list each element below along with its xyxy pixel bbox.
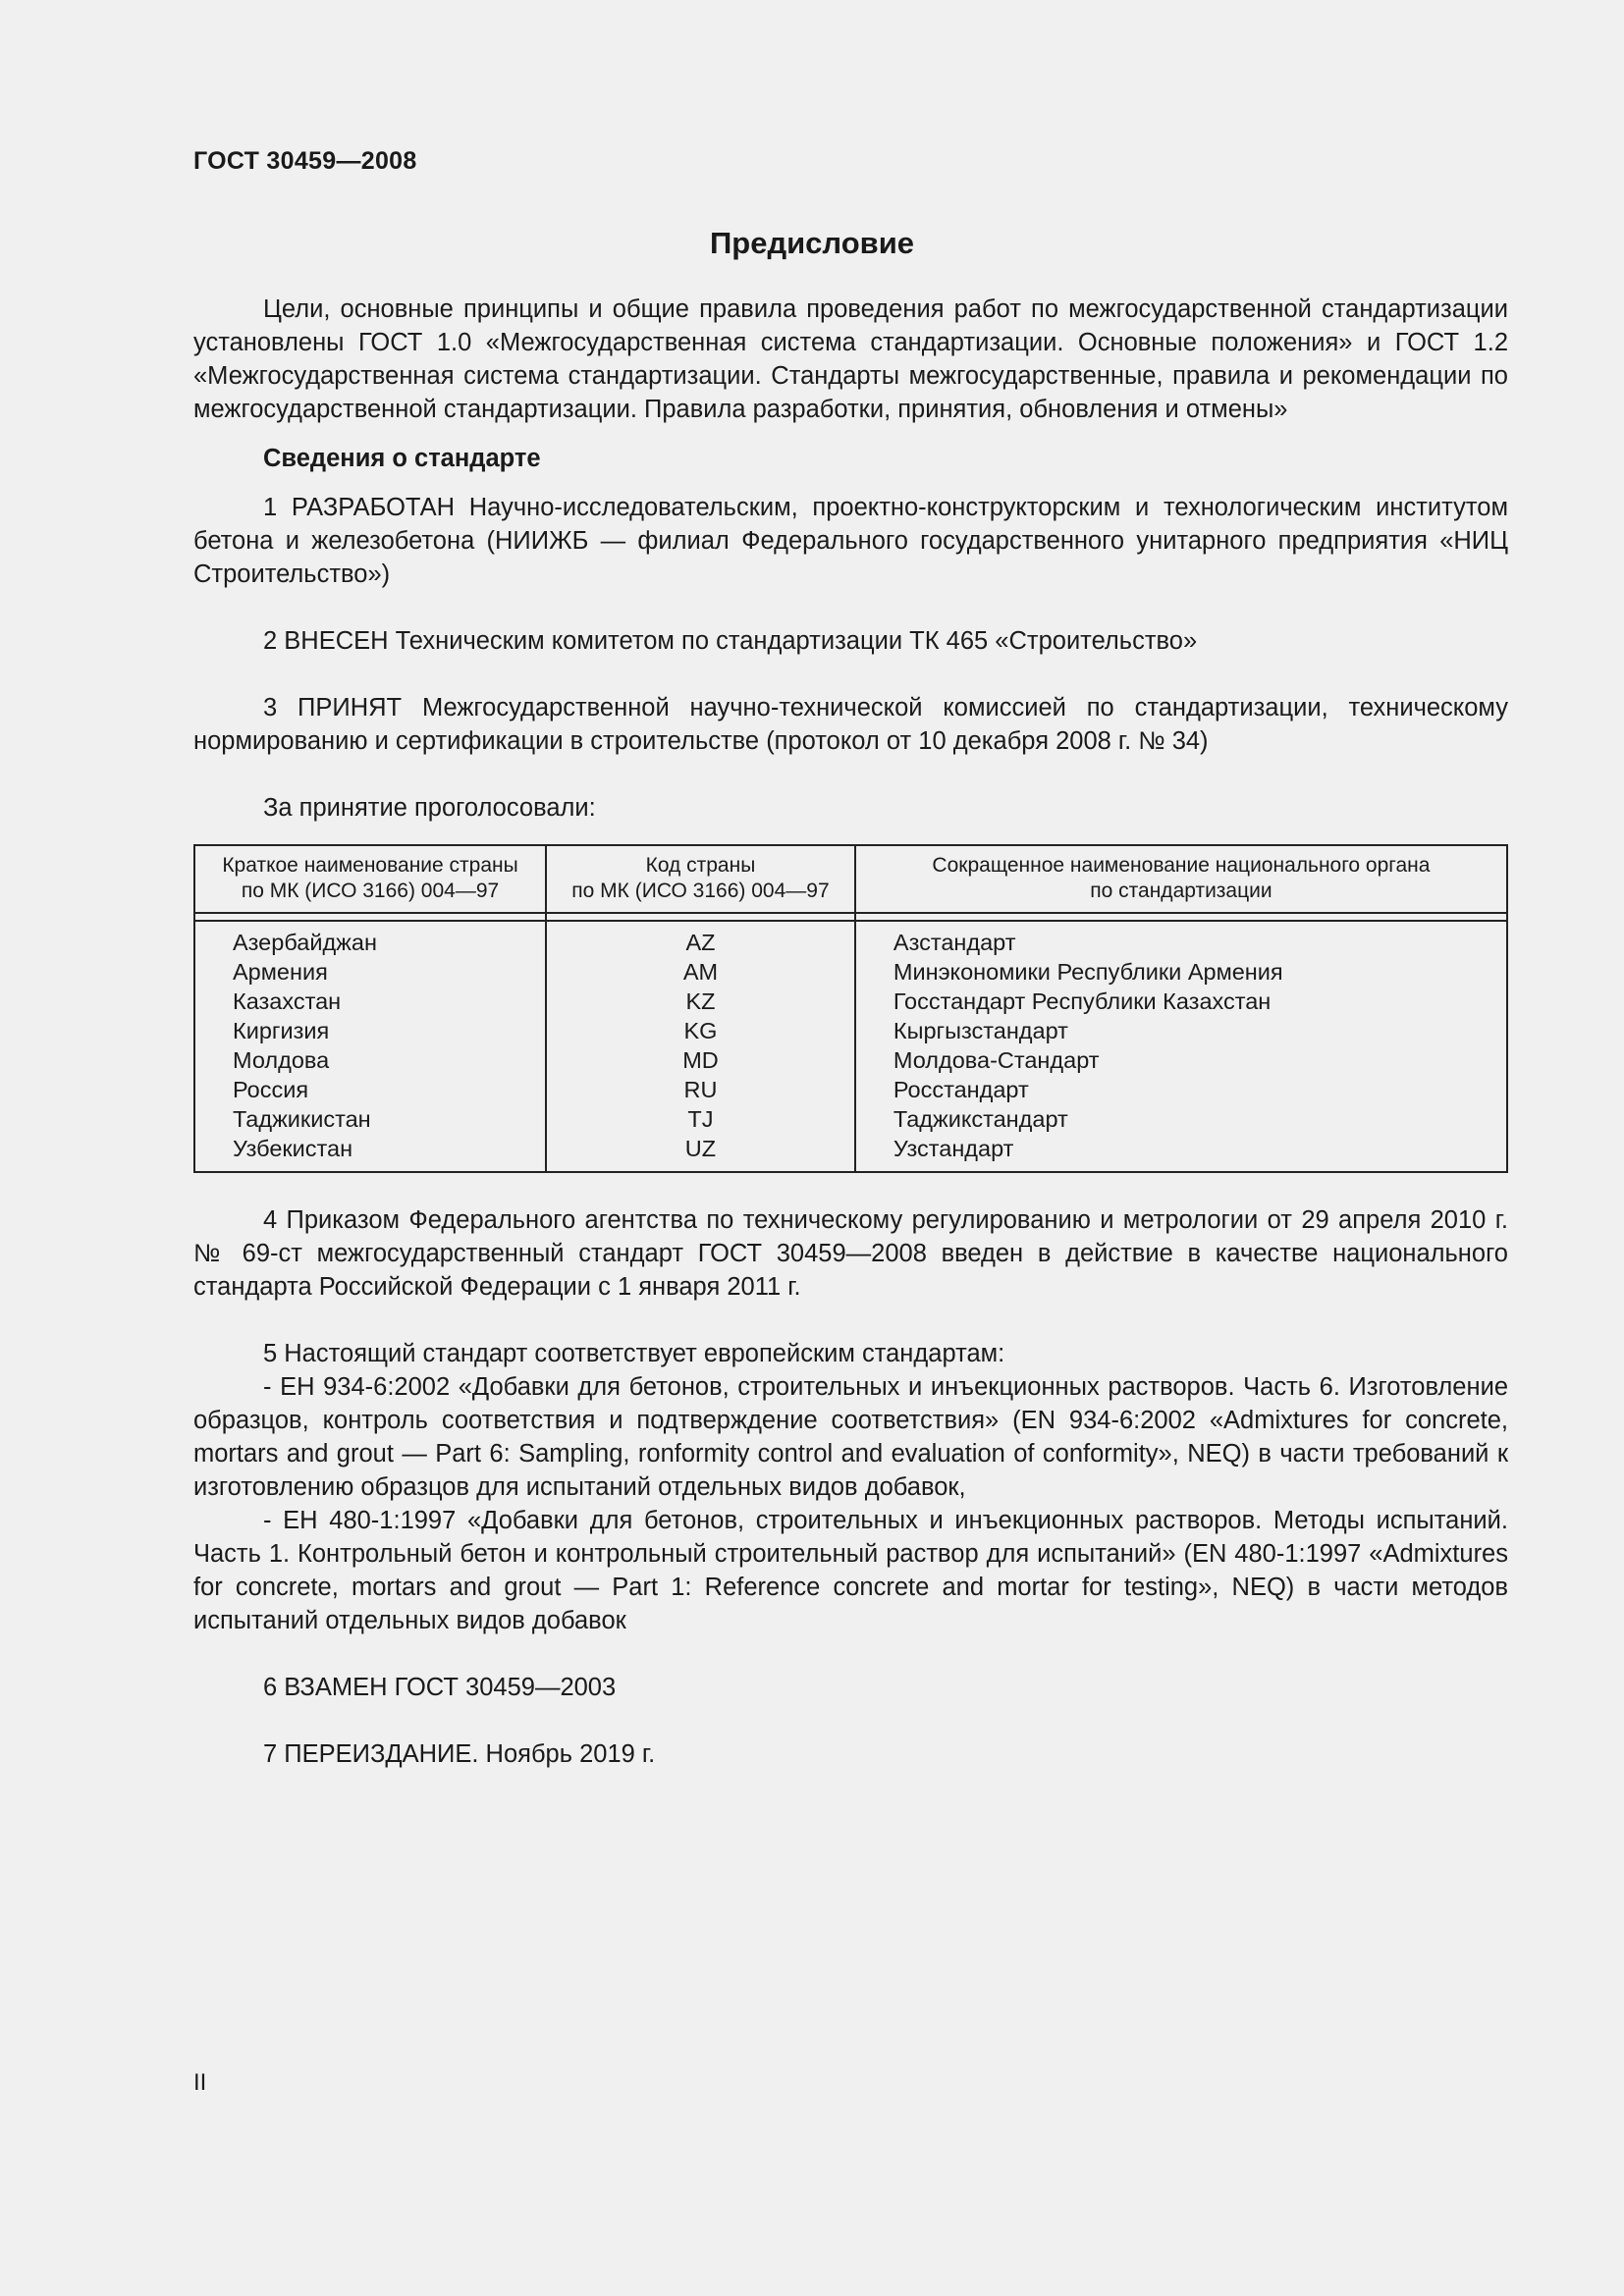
header-national-body: Сокращенное наименование национального органа по стандартизации	[855, 845, 1507, 913]
table-body-row	[194, 921, 1507, 1172]
table-cell: AM	[682, 959, 719, 985]
table-cell: Росстандарт	[893, 1077, 1029, 1102]
item-4: 4 Приказом Федерального агентства по техническому регулированию и метрологии от 29 апреля 2010 г. № 69-ст межгосударственный стандарт ГОСТ 30459—2008 введен в действие в качестве национального стандарта Российской Федерации с 1 января 2011 г.	[193, 1206, 1508, 1301]
national-bodies-column	[856, 922, 1506, 1171]
page-number: II	[193, 2069, 207, 2096]
document-body	[193, 293, 1508, 1771]
document-header: ГОСТ 30459—2008	[193, 147, 417, 175]
info-heading: Сведения о стандарте	[263, 445, 541, 472]
item-7: 7 ПЕРЕИЗДАНИЕ. Ноябрь 2019 г.	[263, 1740, 656, 1768]
item-3: 3 ПРИНЯТ Межгосударственной научно-технической комиссией по стандартизации, техническому нормированию и сертификации в строительстве (протокол от 10 декабря 2008 г. № 34)	[193, 694, 1508, 755]
table-cell: Азербайджан	[233, 930, 377, 955]
voting-table	[193, 844, 1508, 1173]
item-6: 6 ВЗАМЕН ГОСТ 30459—2003	[263, 1674, 617, 1701]
table-cell: Киргизия	[233, 1018, 330, 1043]
table-cell: Молдова-Стандарт	[893, 1047, 1100, 1073]
table-cell: RU	[683, 1077, 718, 1102]
table-separator	[194, 913, 1507, 921]
header-country-name: Краткое наименование страны по МК (ИСО 3166) 004—97	[194, 845, 546, 913]
table-cell: Минэкономики Республики Армения	[893, 959, 1283, 985]
table-cell: Армения	[233, 959, 328, 985]
table-header-row	[194, 845, 1507, 913]
page-title: Предисловие	[709, 226, 914, 260]
table-cell: KZ	[685, 988, 716, 1014]
table-cell: Кыргызстандарт	[893, 1018, 1068, 1043]
item-5-en-480: - ЕН 480-1:1997 «Добавки для бетонов, строительных и инъекционных растворов. Методы испытаний. Часть 1. Контрольный бетон и контрольный строительный раствор для испытаний» (EN 480-1:1997 «Admixtures for concrete, mortars and grout — Part 1: Reference concrete and mortar for testing», NEQ) в части методов испытаний отдельных видов добавок	[193, 1507, 1508, 1634]
table-cell: Азстандарт	[893, 930, 1016, 955]
table-cell: Узстандарт	[893, 1136, 1014, 1161]
item-1: 1 РАЗРАБОТАН Научно-исследовательским, проектно-конструкторским и технологическим институтом бетона и железобетона (НИИЖБ — филиал Федерального государственного унитарного предприятия «НИЦ Строительство»)	[193, 494, 1508, 588]
table-cell: Таджикистан	[233, 1106, 371, 1132]
vote-intro: За принятие проголосовали:	[263, 794, 596, 822]
table-cell: MD	[682, 1047, 719, 1073]
table-cell: Госстандарт Республики Казахстан	[893, 988, 1272, 1014]
table-cell: AZ	[685, 930, 716, 955]
item-5-en-934: - ЕН 934-6:2002 «Добавки для бетонов, строительных и инъекционных растворов. Часть 6. Изготовление образцов, контроль соответствия и подтверждение соответствия» (EN 934-6:2002 «Admixtures for concrete, mortars and grout — Part 6: Sampling, ronformity control and evaluation of conformity», NEQ) в части требований к изготовлению образцов для испытаний отдельных видов добавок,	[193, 1373, 1508, 1501]
header-country-code: Код страны по МК (ИСО 3166) 004—97	[546, 845, 855, 913]
item-5: 5 Настоящий стандарт соответствует европейским стандартам:	[263, 1340, 1005, 1367]
table-cell: Молдова	[233, 1047, 330, 1073]
table-cell: KG	[683, 1018, 718, 1043]
table-cell: Таджикстандарт	[893, 1106, 1068, 1132]
table-cell: TJ	[687, 1106, 714, 1132]
table-cell: UZ	[684, 1136, 717, 1161]
country-names-column	[195, 922, 545, 1171]
table-cell: Россия	[233, 1077, 309, 1102]
table-cell: Узбекистан	[233, 1136, 353, 1161]
intro-paragraph: Цели, основные принципы и общие правила проведения работ по межгосударственной стандартизации установлены ГОСТ 1.0 «Межгосударственная система стандартизации. Основные положения» и ГОСТ 1.2 «Межгосударственная система стандартизации. Стандарты межгосударственные, правила и рекомендации по межгосударственной стандартизации. Правила разработки, принятия, обновления и отмены»	[193, 295, 1508, 423]
item-2: 2 ВНЕСЕН Техническим комитетом по стандартизации ТК 465 «Строительство»	[263, 627, 1198, 655]
country-codes-column	[547, 922, 854, 1171]
table-cell: Казахстан	[233, 988, 342, 1014]
